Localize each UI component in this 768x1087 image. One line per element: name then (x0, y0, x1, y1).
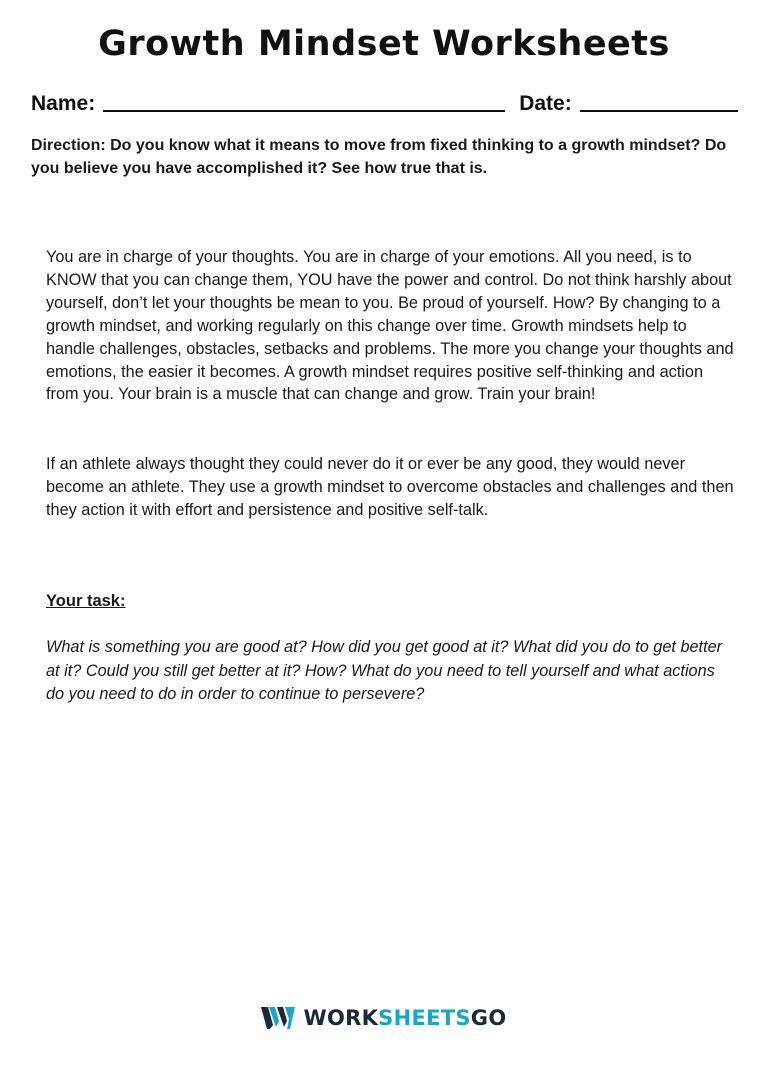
brand-part-go: GO (470, 1006, 507, 1030)
brand-name (303, 1006, 506, 1030)
w-logo-icon (261, 1005, 295, 1031)
name-date-row (31, 92, 738, 116)
brand-part-sheets: SHEETS (378, 1006, 471, 1030)
name-label: Name: (31, 92, 96, 115)
athlete-paragraph: If an athlete always thought they could never do it or ever be any good, they would never become an athlete. They use a growth mindset to overcome obstacles and challenges and then they action it with effort and persistence and positive self-talk. (46, 455, 734, 519)
date-field-line[interactable] (580, 110, 738, 112)
task-prompt: What is something you are good at? How did you get good at it? What did you do to get better at it? Could you still get better at it? How? What do you need to tell yourself and what actions do you need to do in order to continue to persevere? (46, 638, 723, 703)
name-field-line[interactable] (103, 110, 505, 112)
brand-part-work: WORK (303, 1006, 379, 1030)
page-title: Growth Mindset Worksheets (98, 24, 670, 64)
direction-text: Direction: Do you know what it means to move from fixed thinking to a growth mindset? Do you believe you have accomplished it? See how true that is. (31, 137, 727, 177)
date-label: Date: (519, 92, 572, 115)
intro-paragraph: You are in charge of your thoughts. You are in charge of your emotions. All you need, is to KNOW that you can change them, YOU have the power and control. Do not think harshly about yourself, don’t let your thoughts be mean to you. Be proud of yourself. How? By changing to a growth mindset, and working regularly on this change over time. Growth mindsets help to handle challenges, obstacles, setbacks and problems. The more you change your thoughts and emotions, the easier it becomes. A growth mindset requires positive self-thinking and action from you. Your brain is a muscle that can change and grow. Train your brain! (46, 248, 734, 404)
task-heading: Your task: (46, 592, 126, 610)
footer-brand (0, 1005, 768, 1031)
